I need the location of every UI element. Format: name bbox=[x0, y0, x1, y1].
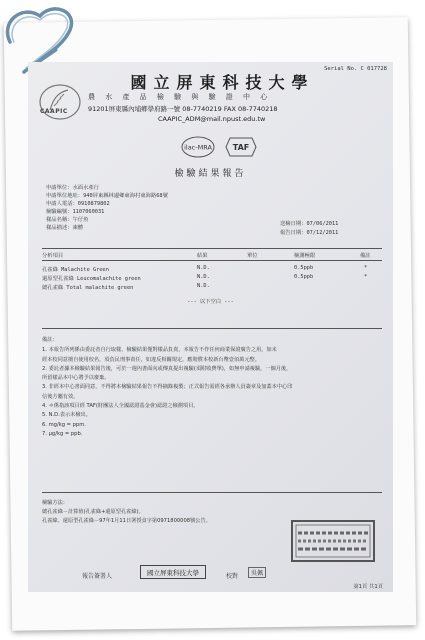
blank-marker: --- 以下空白 --- bbox=[187, 299, 234, 305]
checker-stamp: 吳佩 bbox=[248, 567, 266, 578]
center-name: 農 水 產 品 檢 驗 與 驗 證 中 心 bbox=[88, 93, 272, 101]
report-paper bbox=[28, 62, 393, 592]
received-date: 送檢日期：07/06/2011 bbox=[280, 221, 339, 227]
cell-item: 孔雀綠 Malachite Green bbox=[42, 267, 109, 273]
page-number: 第1頁 共1頁 bbox=[353, 584, 383, 590]
official-seal-stamp bbox=[290, 519, 376, 563]
university-name: 國立屏東科技大學 bbox=[130, 73, 315, 92]
serial-number: Serial No. C 017728 bbox=[324, 66, 387, 72]
table-bottom-rule bbox=[42, 328, 382, 329]
meta-line: 樣品描述：凍體 bbox=[46, 225, 84, 231]
address-line: 91201屏東縣內埔鄉學府路一號 08-7740219 FAX 08-7740218 bbox=[88, 105, 278, 113]
cell-item: 總孔雀綠 Total malachite green bbox=[42, 285, 134, 291]
table-row bbox=[42, 283, 382, 291]
meta-line: 樣品名稱：午仔魚 bbox=[46, 217, 89, 223]
notes-section bbox=[42, 336, 382, 439]
signer-stamp: 國立屏東科技大學 bbox=[140, 565, 206, 579]
report-title: 檢驗結果報告 bbox=[174, 169, 247, 179]
note-line: 經本校同意擅自使用校名，須負民刑事責任，如違反相關規定，應賠償本校新台幣壹佰萬元整。 bbox=[42, 356, 260, 363]
cell-result: N.D. bbox=[197, 274, 210, 280]
note-line: 1. 本報告所列係由委託者自行取樣，檢驗結果僅對樣品負責，本報告不作任何商業保證廣告之用，如未 bbox=[42, 347, 277, 354]
method-line: 總孔雀綠－計算值(孔雀綠+還原型孔雀綠)。 bbox=[42, 509, 144, 515]
ilac-badge: ilac-MRA bbox=[184, 143, 212, 152]
report-dates bbox=[280, 220, 338, 238]
notes-heading: 備註： bbox=[42, 337, 58, 343]
table-header-rule bbox=[42, 260, 382, 261]
note-line: 2. 委託者據本檢驗結果報告後，可於一週內書面向或傳真提出複驗(須附收費單)，如無申請複驗，一個月後， bbox=[42, 365, 292, 372]
meta-line: 申請單位地址：940屏東縣林邊鄉東海村東海路68號 bbox=[46, 193, 168, 199]
note-line: 信後方屬有效。 bbox=[42, 393, 79, 400]
cell-result: N.D. bbox=[197, 283, 210, 289]
accreditation-logos bbox=[178, 134, 268, 160]
logo-text: CAAPIC bbox=[40, 108, 68, 115]
email-address: CAAPIC_ADM@mail.npust.edu.tw bbox=[158, 115, 266, 123]
cell-note: * bbox=[364, 265, 368, 271]
signer-label: 報告簽署人 bbox=[82, 573, 113, 580]
method-heading: 檢驗方法： bbox=[42, 500, 68, 506]
method-top-rule bbox=[42, 492, 382, 493]
note-line: 7. μg/kg = ppb. bbox=[42, 430, 83, 437]
col-note: 備註 bbox=[360, 253, 371, 259]
applicant-info bbox=[46, 184, 168, 232]
taf-badge: TAF bbox=[232, 143, 250, 152]
table-top-rule bbox=[42, 248, 382, 249]
col-limit: 檢測極限 bbox=[294, 253, 316, 259]
note-line: 所留樣品本中心將予以廢棄。 bbox=[42, 375, 110, 382]
table-header bbox=[42, 251, 382, 259]
note-line: 3. 非經本中心書面同意，不得將本檢驗結果報告不得摘錄複製；正式報告需經各承辦人員簽章及加蓋本中心印 bbox=[42, 384, 293, 391]
meta-line: 申請單位：水面水產行 bbox=[46, 185, 99, 191]
col-result: 結果 bbox=[197, 253, 208, 259]
cell-item: 還原型孔雀綠 Leucomalachite green bbox=[42, 276, 141, 282]
table-row bbox=[42, 274, 382, 282]
meta-line: 檢驗編號：1107060031 bbox=[46, 209, 105, 215]
col-unit: 單位 bbox=[247, 253, 258, 259]
cell-limit: 0.5ppb bbox=[294, 274, 314, 280]
note-line: 4. ＊係指該項目經 TAF(財團法人全國認證基金會)認證之檢測項目。 bbox=[42, 403, 199, 410]
cell-note: * bbox=[364, 274, 368, 280]
col-item: 分析項目 bbox=[42, 253, 64, 259]
meta-line: 申請人電話：0910879802 bbox=[46, 201, 110, 207]
cell-limit: 0.5ppb bbox=[294, 265, 314, 271]
table-row bbox=[42, 265, 382, 273]
cell-result: N.D. bbox=[197, 265, 210, 271]
method-line: 孔雀綠、還原型孔雀綠－97年1月11日署授食字第0971800008號公告。 bbox=[42, 518, 211, 524]
note-line: 6. mg/kg = ppm. bbox=[42, 421, 86, 428]
report-date: 報告日期：07/12/2011 bbox=[280, 230, 339, 236]
note-line: 5. N.D.表示未檢出。 bbox=[42, 412, 91, 419]
checker-label: 校對 bbox=[226, 573, 239, 580]
